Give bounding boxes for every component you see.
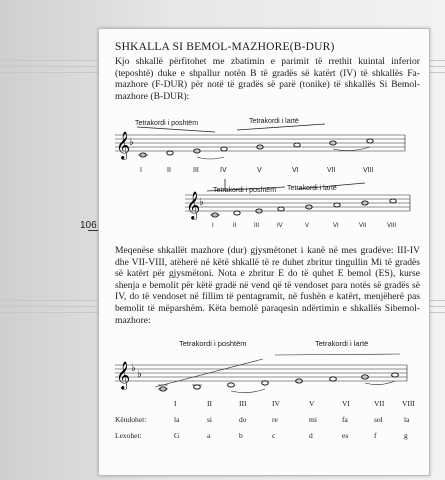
staff1-tetra-upper: Tetrakordi i lartë	[249, 118, 299, 125]
staff2-degree-III: III	[254, 223, 260, 229]
solfege-syllable: mi	[309, 415, 317, 424]
staff1-degree-IV: IV	[220, 167, 227, 174]
intro-paragraph: Kjo shkallë përfitohet me zbatimin e parimit të rrethit kuintal inferior (teposhtë) duke e shpallur notën B të gradës së katërt (IV) të shkallës Fa-mazhore (F-DUR) për notë të gradës së parë (tonike) të shkallës Si Bemol-mazhore (B-DUR):	[115, 56, 420, 102]
staff-3	[115, 351, 415, 401]
solfege-syllable: re	[272, 415, 278, 424]
staff1-degree-V: V	[257, 167, 262, 174]
reading-note: d	[309, 431, 313, 440]
staff1-tetra-lower: Tetrakordi i poshtëm	[135, 120, 199, 127]
treble-clef-icon: 𝄞	[116, 131, 131, 159]
flat-sign-icon: ♭	[137, 369, 142, 380]
staff2-degree-IV: IV	[277, 223, 283, 229]
staff3-tetra-lower: Tetrakordi i poshtëm	[179, 339, 247, 348]
section-title: SHKALLA SI BEMOL-MAZHORE(B-DUR)	[115, 41, 335, 53]
staff2-degree-I: I	[212, 223, 214, 229]
staff1-degree-I: I	[140, 167, 142, 174]
flat-sign-icon: ♭	[199, 197, 204, 208]
staff2-degree-VII: VII	[359, 223, 367, 229]
staff2-tetra-lower: Tetrakordi i poshtëm	[213, 187, 277, 194]
solfege-syllable: sol	[374, 415, 383, 424]
staff1-degree-VI: VI	[292, 167, 299, 174]
solfege-syllable: la	[404, 415, 410, 424]
page-number: 106	[80, 220, 97, 231]
explanation-paragraph: Meqenëse shkallët mazhore (dur) gjysmëtonet i kanë në mes gradëve: III-IV dhe VII-VIII, atëherë në këtë shkallë të re duhet zbritur tingullin Mi të gradës së katërt për gjysmëtoni. Nota e zbritur E do të quhet E bemol (ES), kurse shenja e bemolit për këtë gradë në vend që të vendoset para notës së gradës së IV, do të vendoset në fillim të pentagramit, në fushën e katërt, menjëherë pas bemolit të mëparshëm. Këta bemolë paraqesin ndërtimin e shkallës Sibemol-mazhore:	[115, 245, 420, 326]
staff-1	[115, 121, 415, 169]
staff2-tetra-upper: Tetrakordi i lartë	[287, 185, 337, 192]
treble-clef-icon: 𝄞	[186, 191, 201, 219]
staff3-degree-I: I	[174, 399, 177, 408]
staff1-degree-VII: VII	[327, 167, 336, 174]
reading-note: es	[342, 431, 349, 440]
solfege-syllable: si	[207, 415, 213, 424]
reading-label: Lexohet:	[115, 431, 142, 440]
solfege-label: Këndohet:	[115, 415, 147, 424]
flat-sign-icon: ♭	[129, 137, 134, 148]
staff3-degree-IV: IV	[272, 399, 280, 408]
staff3-degree-II: II	[207, 399, 212, 408]
treble-clef-icon: 𝄞	[116, 361, 131, 389]
solfege-syllable: la	[174, 415, 180, 424]
book-page	[98, 28, 430, 476]
staff1-degree-II: II	[167, 167, 171, 174]
staff3-degree-VI: VI	[342, 399, 350, 408]
reading-note: f	[374, 431, 377, 440]
staff1-degree-III: III	[193, 167, 199, 174]
reading-note: c	[272, 431, 276, 440]
solfege-syllable: do	[239, 415, 247, 424]
reading-note: G	[174, 431, 180, 440]
reading-note: a	[207, 431, 211, 440]
staff3-degree-V: V	[309, 399, 315, 408]
reading-note: g	[404, 431, 408, 440]
solfege-syllable: fa	[342, 415, 348, 424]
staff3-degree-VII: VII	[374, 399, 385, 408]
staff2-degree-V: V	[305, 223, 310, 229]
staff2-degree-VI: VI	[333, 223, 339, 229]
staff3-degree-III: III	[239, 399, 247, 408]
staff2-degree-II: II	[233, 223, 237, 229]
staff3-tetra-upper: Tetrakordi i lartë	[315, 339, 369, 348]
staff1-degree-VIII: VIII	[363, 167, 374, 174]
staff3-degree-VIII: VIII	[402, 399, 415, 408]
flat-sign-icon: ♭	[131, 363, 136, 374]
reading-note: b	[239, 431, 243, 440]
staff2-degree-VIII: VIII	[387, 223, 397, 229]
